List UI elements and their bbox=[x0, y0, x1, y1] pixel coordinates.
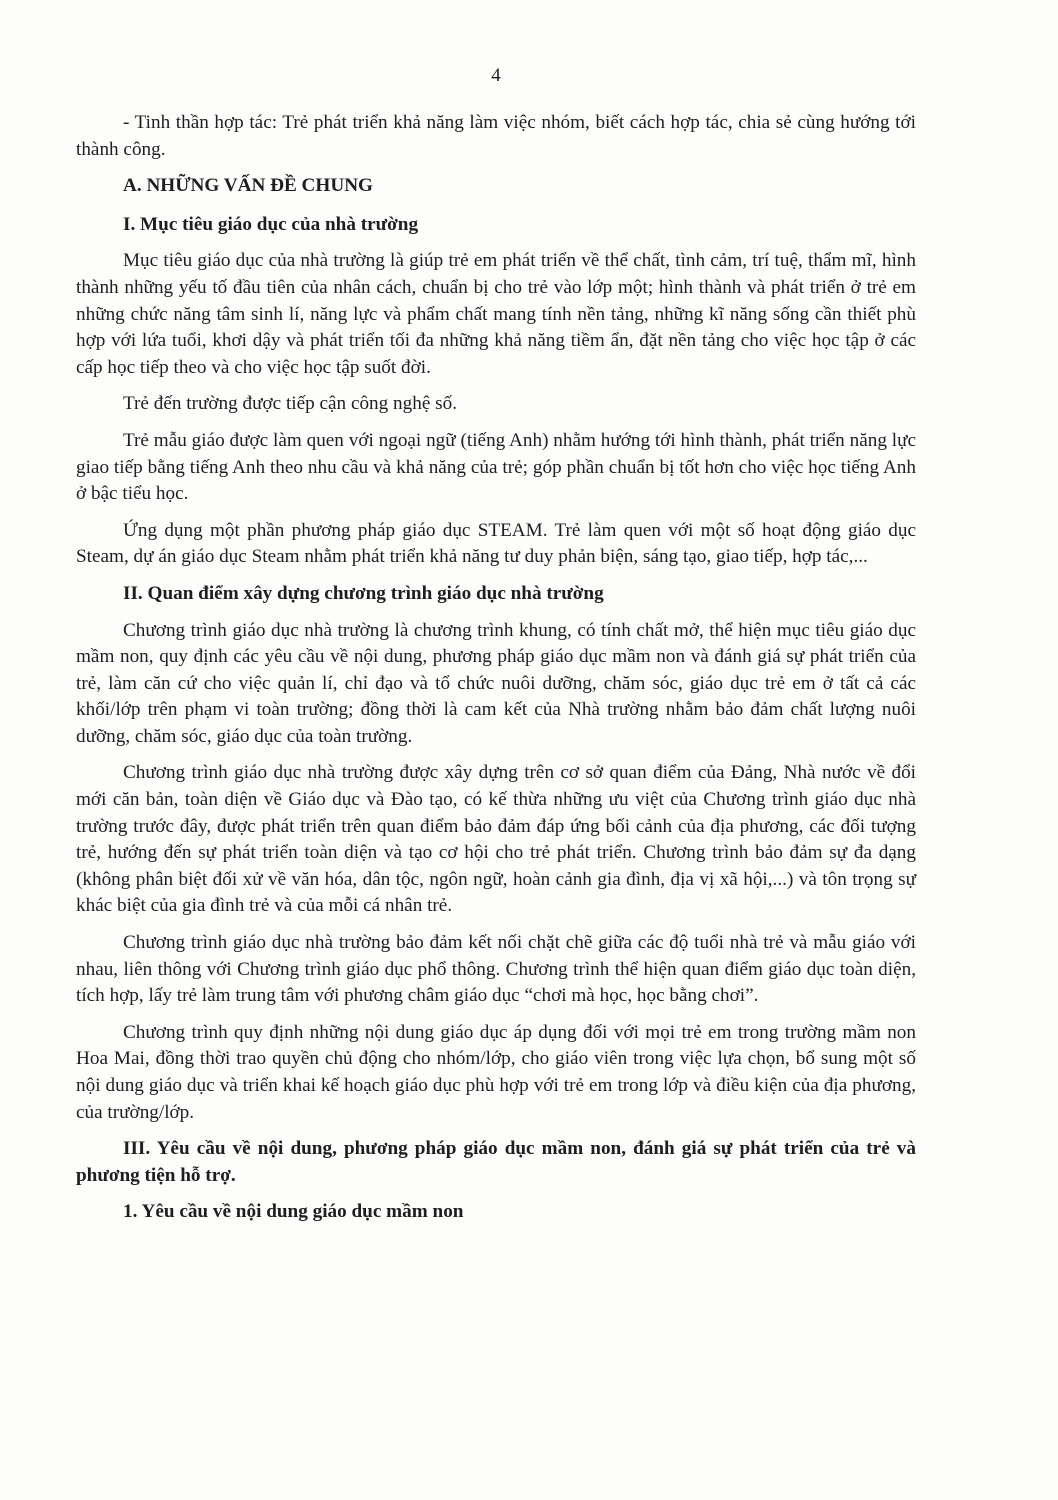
part1-paragraph-1: Mục tiêu giáo dục của nhà trường là giúp trẻ em phát triển về thể chất, tình cảm, trí tuệ, thẩm mĩ, hình thành những yếu tố đầu tiên của nhân cách, chuẩn bị cho trẻ vào lớp một; hình thành và phát triển ở trẻ em những chức năng tâm sinh lí, năng lực và phẩm chất mang tính nền tảng, những kĩ năng sống cần thiết phù hợp với lứa tuổi, khơi dậy và phát triển tối đa những khả năng tiềm ẩn, đặt nền tảng cho việc học tập ở các cấp học tiếp theo và cho việc học tập suốt đời. bbox=[76, 250, 916, 378]
part1-paragraph-4: Ứng dụng một phần phương pháp giáo dục STEAM. Trẻ làm quen với một số hoạt động giáo dục Steam, dự án giáo dục Steam nhằm phát triển khả năng tư duy phản biện, sáng tạo, giao tiếp, hợp tác,... bbox=[76, 519, 916, 568]
part3-title: III. Yêu cầu về nội dung, phương pháp giáo dục mầm non, đánh giá sự phát triển của trẻ và phương tiện hỗ trợ. bbox=[76, 1138, 916, 1186]
part2-paragraph-3: Chương trình giáo dục nhà trường bảo đảm kết nối chặt chẽ giữa các độ tuổi nhà trẻ và mẫu giáo với nhau, liên thông với Chương trình giáo dục phổ thông. Chương trình thể hiện quan điểm giáo dục toàn diện, tích hợp, lấy trẻ làm trung tâm với phương châm giáo dục “chơi mà học, học bằng chơi”. bbox=[76, 932, 916, 1007]
section-a-title: A. NHỮNG VẤN ĐỀ CHUNG bbox=[123, 175, 373, 197]
part1-paragraph-3: Trẻ mẫu giáo được làm quen với ngoại ngữ (tiếng Anh) nhằm hướng tới hình thành, phát triển năng lực giao tiếp bằng tiếng Anh theo nhu cầu và khả năng của trẻ; góp phần chuẩn bị tốt hơn cho việc học tiếng Anh ở bậc tiểu học. bbox=[76, 429, 916, 505]
part2-paragraph-4: Chương trình quy định những nội dung giáo dục áp dụng đối với mọi trẻ em trong trường mầm non Hoa Mai, đồng thời trao quyền chủ động cho nhóm/lớp, cho giáo viên trong việc lựa chọn, bổ sung một số nội dung giáo dục và triển khai kế hoạch giáo dục phù hợp với trẻ em trong lớp và điều kiện của địa phương, của trường/lớp. bbox=[76, 1021, 916, 1123]
page-number: 4 bbox=[491, 65, 501, 86]
part1-title: I. Mục tiêu giáo dục của nhà trường bbox=[123, 213, 419, 235]
part2-paragraph-2: Chương trình giáo dục nhà trường được xây dựng trên cơ sở quan điểm của Đảng, Nhà nước về đổi mới căn bản, toàn diện về Giáo dục và Đào tạo, có kế thừa những ưu việt của Chương trình giáo dục nhà trường trước đây, được phát triển trên quan điểm bảo đảm đáp ứng bối cảnh của địa phương, các đối tượng trẻ, hướng đến sự phát triển toàn diện và tạo cơ hội cho trẻ phát triển. Chương trình bảo đảm sự đa dạng (không phân biệt đối xử về văn hóa, dân tộc, ngôn ngữ, hoàn cảnh gia đình, địa vị xã hội,...) và tôn trọng sự khác biệt của gia đình trẻ và của mỗi cá nhân trẻ. bbox=[76, 762, 916, 917]
part3-subtitle: 1. Yêu cầu về nội dung giáo dục mầm non bbox=[123, 1201, 464, 1223]
intro-bullet: - Tinh thần hợp tác: Trẻ phát triển khả năng làm việc nhóm, biết cách hợp tác, chia sẻ cùng hướng tới thành công. bbox=[76, 112, 916, 160]
part2-paragraph-1: Chương trình giáo dục nhà trường là chương trình khung, có tính chất mở, thể hiện mục tiêu giáo dục mầm non, quy định các yêu cầu về nội dung, phương pháp giáo dục mầm non và đánh giá sự phát triển của trẻ, làm căn cứ cho việc quản lí, chỉ đạo và tổ chức nuôi dưỡng, chăm sóc, giáo dục trẻ em ở tất cả các khối/lớp trên phạm vi toàn trường; đồng thời là cam kết của Nhà trường nhằm bảo đảm chất lượng nuôi dưỡng, chăm sóc, giáo dục của toàn trường. bbox=[76, 619, 916, 747]
part1-paragraph-2: Trẻ đến trường được tiếp cận công nghệ số. bbox=[123, 393, 457, 415]
part2-title: II. Quan điểm xây dựng chương trình giáo dục nhà trường bbox=[123, 582, 604, 604]
